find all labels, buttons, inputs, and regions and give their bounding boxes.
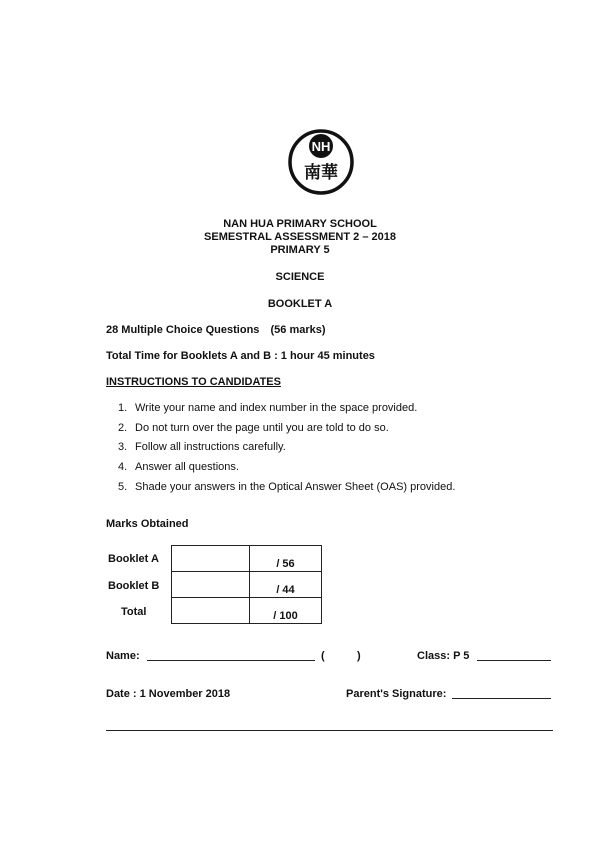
assessment-title: SEMESTRAL ASSESSMENT 2 – 2018 [204, 231, 396, 243]
index-number-field[interactable] [329, 648, 356, 663]
score-cell-booklet-a[interactable] [172, 546, 250, 572]
marks-table [171, 545, 322, 624]
row-label-booklet-b: Booklet B [108, 580, 160, 592]
row-label-booklet-a: Booklet A [108, 553, 159, 565]
table-row [172, 546, 322, 572]
instruction-item [118, 481, 455, 493]
logo-monogram: NH [311, 139, 331, 154]
school-logo [288, 124, 354, 198]
class-label: Class: P 5 [417, 650, 470, 662]
signature-field[interactable] [452, 698, 551, 699]
name-field[interactable] [147, 660, 315, 661]
index-close-paren: ) [357, 650, 361, 662]
out-of-booklet-a: / 56 [250, 546, 322, 572]
name-label: Name: [106, 650, 140, 662]
bottom-divider [106, 730, 553, 731]
signature-label: Parent's Signature: [346, 688, 447, 700]
instruction-number: 2. [118, 422, 128, 434]
total-time: Total Time for Booklets A and B : 1 hour 45 minutes [106, 350, 375, 362]
index-open-paren: ( [321, 650, 325, 662]
instruction-text: Write your name and index number in the space provided. [135, 402, 418, 414]
table-row [172, 572, 322, 598]
out-of-booklet-b: / 44 [250, 572, 322, 598]
instruction-text: Do not turn over the page until you are told to do so. [135, 422, 389, 434]
table-row [172, 598, 322, 624]
logo-chinese-text: 南華 [304, 163, 338, 183]
instruction-item [118, 461, 239, 473]
question-count-text: 28 Multiple Choice Questions [106, 324, 260, 336]
instruction-number: 4. [118, 461, 128, 473]
instructions-heading: INSTRUCTIONS TO CANDIDATES [106, 376, 281, 388]
subject: SCIENCE [275, 271, 325, 283]
question-count [106, 324, 326, 336]
school-name: NAN HUA PRIMARY SCHOOL [223, 218, 377, 230]
score-cell-total[interactable] [172, 598, 250, 624]
instruction-number: 3. [118, 441, 128, 453]
marks-heading: Marks Obtained [106, 518, 189, 530]
level: PRIMARY 5 [270, 244, 330, 256]
row-label-total: Total [121, 606, 147, 618]
instruction-item [118, 402, 417, 414]
marks-note: (56 marks) [270, 324, 326, 336]
instruction-number: 5. [118, 481, 128, 493]
instruction-item [118, 441, 286, 453]
instruction-number: 1. [118, 402, 128, 414]
instruction-text: Follow all instructions carefully. [135, 441, 286, 453]
date-label: Date : 1 November 2018 [106, 688, 231, 700]
instruction-text: Answer all questions. [135, 461, 239, 473]
instruction-text: Shade your answers in the Optical Answer Sheet (OAS) provided. [135, 481, 456, 493]
score-cell-booklet-b[interactable] [172, 572, 250, 598]
out-of-total: / 100 [250, 598, 322, 624]
instruction-item [118, 422, 389, 434]
booklet: BOOKLET A [267, 298, 333, 310]
class-field[interactable] [477, 660, 551, 661]
